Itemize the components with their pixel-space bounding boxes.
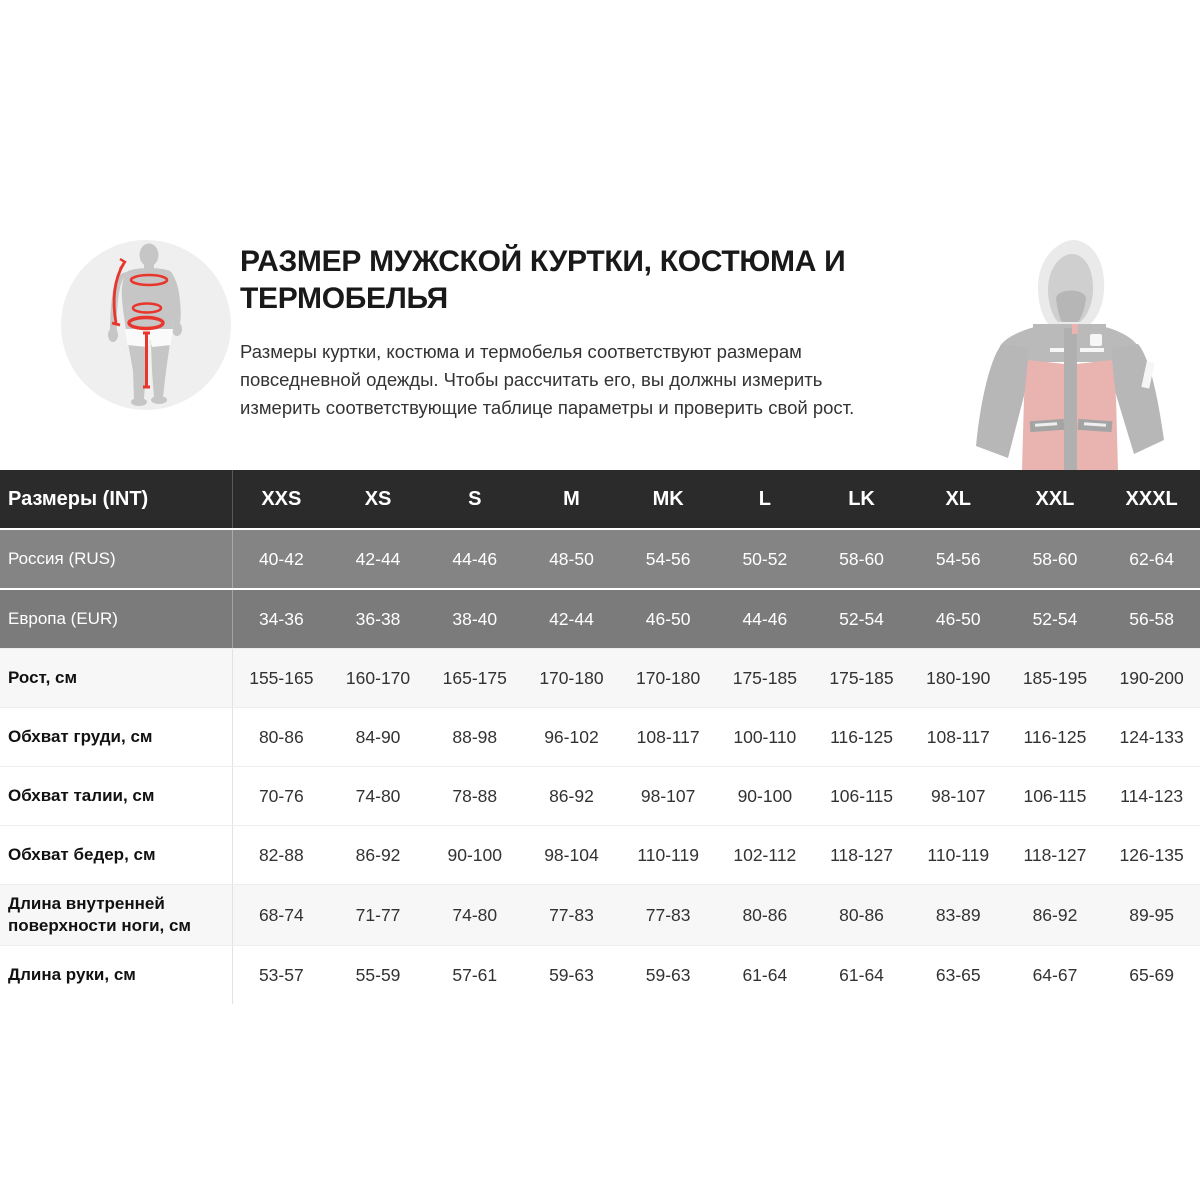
cell-value: 34-36 bbox=[258, 608, 304, 629]
cell-value: 126-135 bbox=[1119, 844, 1184, 865]
cell-value: 180-190 bbox=[926, 667, 991, 688]
cell-value: 56-58 bbox=[1129, 608, 1175, 629]
table-row-0 bbox=[0, 528, 1200, 588]
cell-value: 80-86 bbox=[742, 904, 788, 925]
table-row-3 bbox=[0, 707, 1200, 766]
cell-value: 98-107 bbox=[640, 785, 696, 806]
cell-value: 98-104 bbox=[544, 844, 599, 865]
cell-value: 74-80 bbox=[355, 785, 401, 806]
cell-value: 59-63 bbox=[549, 964, 594, 985]
cell-value: 70-76 bbox=[258, 785, 304, 806]
cell-value: 36-38 bbox=[355, 608, 401, 629]
cell-value: XS bbox=[364, 487, 392, 510]
cell-value: 53-57 bbox=[258, 964, 304, 985]
cell-value: 77-83 bbox=[645, 904, 691, 925]
cell-value: 52-54 bbox=[1032, 608, 1078, 629]
cell-value: 190-200 bbox=[1119, 667, 1184, 688]
cell-value: 100-110 bbox=[733, 726, 797, 747]
cell-value: 116-125 bbox=[830, 726, 893, 747]
cell-value: 108-117 bbox=[636, 726, 700, 747]
cell-value: 38-40 bbox=[452, 608, 498, 629]
cell-value: 124-133 bbox=[1119, 726, 1184, 747]
cell-value: 106-115 bbox=[1023, 785, 1087, 806]
cell-value: XXXL bbox=[1125, 487, 1178, 510]
cell-value: 118-127 bbox=[1023, 844, 1087, 865]
intro-block bbox=[240, 243, 940, 422]
table-row-5 bbox=[0, 825, 1200, 884]
cell-value: 44-46 bbox=[452, 548, 498, 569]
row-label: Размеры (INT) bbox=[0, 470, 233, 528]
row-label: Россия (RUS) bbox=[0, 530, 233, 588]
cell-value: 65-69 bbox=[1129, 964, 1175, 985]
cell-value: 185-195 bbox=[1022, 667, 1088, 688]
cell-value: 114-123 bbox=[1120, 785, 1184, 806]
intro-description: Размеры куртки, костюма и термобелья соответствуют размерам повседневной одежды. Чтобы рассчитать его, вы должны измерить измерить соответствующие таблице параметры и проверить свой рост. bbox=[240, 341, 855, 418]
cell-value: 88-98 bbox=[452, 726, 498, 747]
cell-value: 165-175 bbox=[442, 667, 507, 688]
cell-value: 68-74 bbox=[258, 904, 304, 925]
table-header-row bbox=[0, 470, 1200, 528]
cell-value: 42-44 bbox=[549, 608, 594, 629]
body-measurement-svg bbox=[60, 239, 232, 411]
cell-value: L bbox=[758, 487, 771, 510]
page-title: РАЗМЕР МУЖСКОЙ КУРТКИ, КОСТЮМА И ТЕРМОБЕЛЬЯ bbox=[240, 245, 846, 315]
cell-value: 175-185 bbox=[732, 667, 797, 688]
body-measurement-figure-icon bbox=[60, 239, 232, 411]
row-label: Обхват бедер, см bbox=[0, 826, 233, 884]
cell-value: 42-44 bbox=[355, 548, 401, 569]
cell-value: 57-61 bbox=[452, 964, 498, 985]
cell-value: 106-115 bbox=[830, 785, 893, 806]
cell-value: 54-56 bbox=[935, 548, 981, 569]
jacket-image-svg bbox=[938, 228, 1200, 470]
cell-value: 46-50 bbox=[645, 608, 691, 629]
cell-value: 155-165 bbox=[249, 667, 314, 688]
cell-value: 59-63 bbox=[645, 964, 691, 985]
cell-value: 82-88 bbox=[258, 844, 304, 865]
row-label: Длина руки, см bbox=[0, 946, 233, 1004]
row-label: Длина внутренней поверхности ноги, см bbox=[0, 885, 233, 945]
table-row-1 bbox=[0, 588, 1200, 648]
jacket-photo bbox=[938, 228, 1200, 470]
cell-value: 44-46 bbox=[742, 608, 788, 629]
row-label: Обхват талии, см bbox=[0, 767, 233, 825]
cell-value: 98-107 bbox=[930, 785, 986, 806]
cell-value: 108-117 bbox=[926, 726, 990, 747]
row-label: Рост, см bbox=[0, 649, 233, 707]
cell-value: XXS bbox=[261, 487, 302, 510]
cell-value: 63-65 bbox=[935, 964, 981, 985]
cell-value: 86-92 bbox=[355, 844, 401, 865]
cell-value: 52-54 bbox=[839, 608, 884, 629]
cell-value: 170-180 bbox=[636, 667, 701, 688]
cell-value: 170-180 bbox=[539, 667, 604, 688]
cell-value: MK bbox=[652, 487, 684, 510]
cell-value: 71-77 bbox=[355, 904, 401, 925]
cell-value: 102-112 bbox=[733, 844, 797, 865]
cell-value: 160-170 bbox=[345, 667, 411, 688]
cell-value: M bbox=[563, 487, 580, 510]
row-label: Европа (EUR) bbox=[0, 590, 233, 648]
cell-value: 90-100 bbox=[447, 844, 502, 865]
cell-value: 50-52 bbox=[742, 548, 788, 569]
cell-value: 116-125 bbox=[1023, 726, 1087, 747]
cell-value: 58-60 bbox=[1032, 548, 1078, 569]
cell-value: LK bbox=[848, 487, 875, 510]
cell-value: 110-119 bbox=[927, 844, 990, 865]
cell-value: 46-50 bbox=[935, 608, 981, 629]
size-table bbox=[0, 470, 1200, 1004]
cell-value: XL bbox=[945, 487, 972, 510]
cell-value: 175-185 bbox=[829, 667, 894, 688]
table-row-6 bbox=[0, 884, 1200, 945]
cell-value: 110-119 bbox=[637, 844, 699, 865]
table-row-7 bbox=[0, 945, 1200, 1004]
cell-value: 40-42 bbox=[258, 548, 304, 569]
cell-value: 78-88 bbox=[452, 785, 498, 806]
cell-value: 61-64 bbox=[742, 964, 788, 985]
cell-value: 62-64 bbox=[1129, 548, 1175, 569]
cell-value: S bbox=[468, 487, 482, 510]
cell-value: XXL bbox=[1035, 487, 1075, 510]
cell-value: 64-67 bbox=[1032, 964, 1078, 985]
cell-value: 77-83 bbox=[549, 904, 594, 925]
table-row-4 bbox=[0, 766, 1200, 825]
cell-value: 90-100 bbox=[737, 785, 793, 806]
cell-value: 54-56 bbox=[645, 548, 691, 569]
cell-value: 74-80 bbox=[452, 904, 498, 925]
cell-value: 118-127 bbox=[830, 844, 893, 865]
cell-value: 89-95 bbox=[1129, 904, 1175, 925]
row-label: Обхват груди, см bbox=[0, 708, 233, 766]
cell-value: 80-86 bbox=[839, 904, 884, 925]
cell-value: 58-60 bbox=[839, 548, 884, 569]
cell-value: 86-92 bbox=[549, 785, 594, 806]
table-row-2 bbox=[0, 648, 1200, 707]
cell-value: 84-90 bbox=[355, 726, 401, 747]
cell-value: 83-89 bbox=[935, 904, 981, 925]
cell-value: 55-59 bbox=[355, 964, 401, 985]
cell-value: 86-92 bbox=[1032, 904, 1078, 925]
cell-value: 80-86 bbox=[258, 726, 304, 747]
cell-value: 61-64 bbox=[839, 964, 884, 985]
cell-value: 96-102 bbox=[544, 726, 599, 747]
cell-value: 48-50 bbox=[549, 548, 594, 569]
